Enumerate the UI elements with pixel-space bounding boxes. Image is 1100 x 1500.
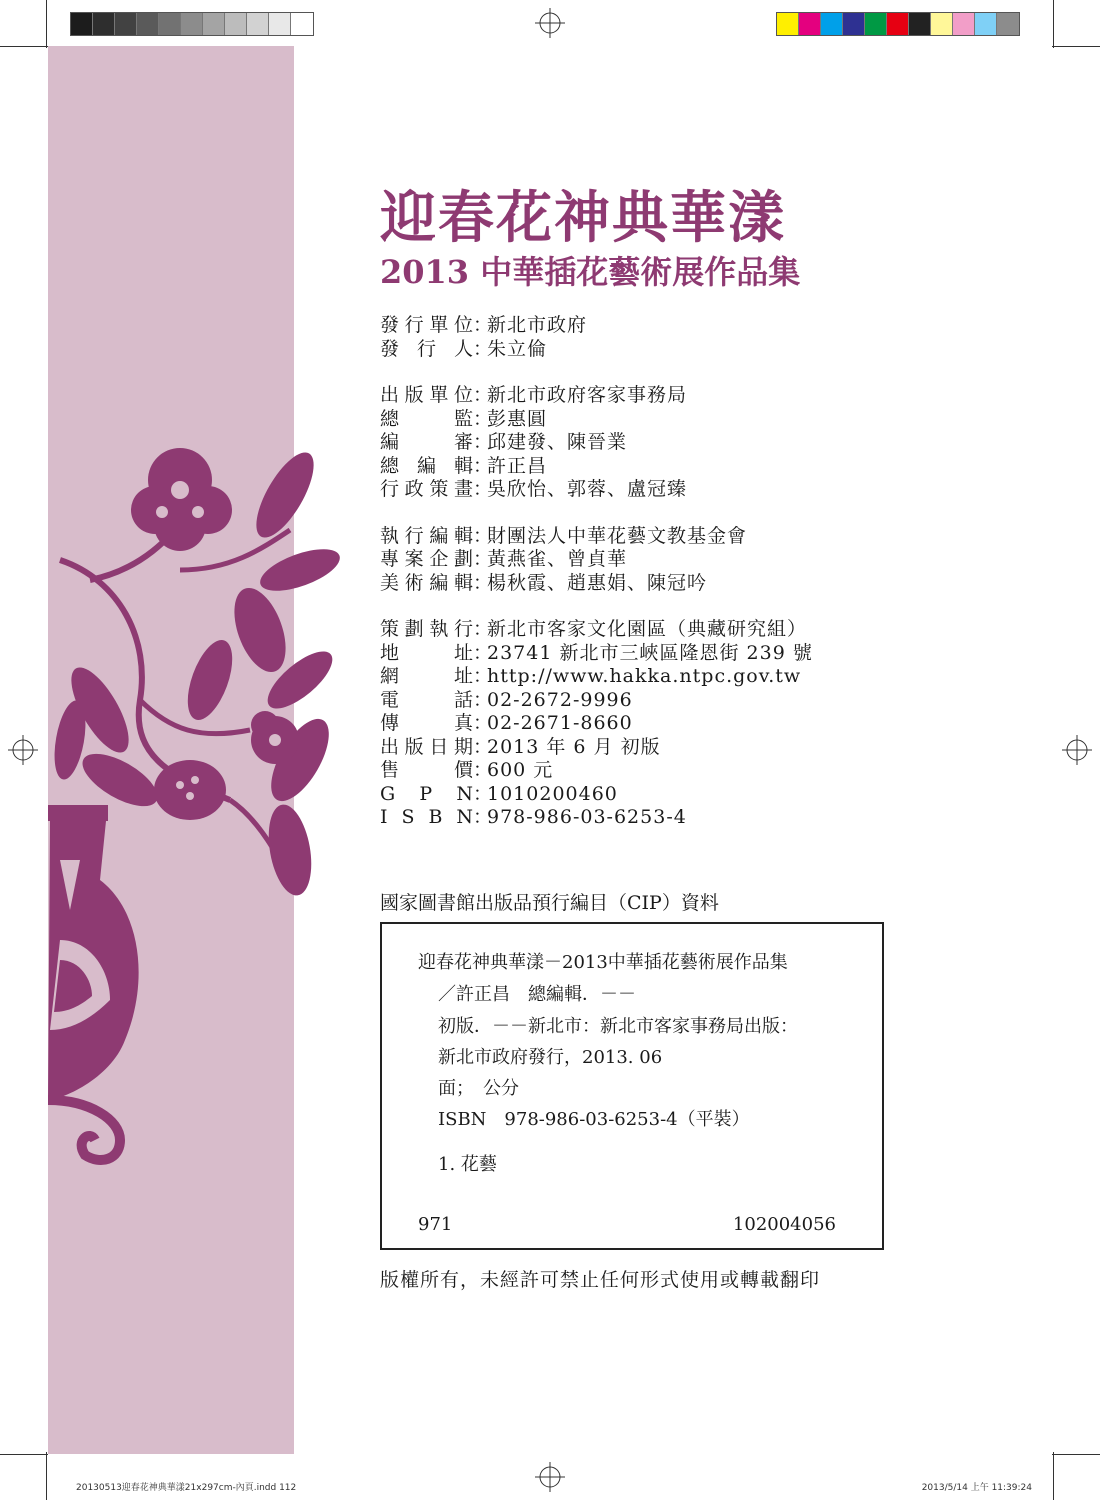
color-swatch [997, 13, 1019, 35]
grey-swatch [269, 13, 291, 35]
credit-label [380, 525, 473, 549]
credit-label-char: 輯 [453, 454, 473, 477]
cip-subject-line: 1. 花藝 [438, 1154, 497, 1175]
credit-label-char: 執 [380, 524, 400, 547]
credit-label [380, 783, 473, 807]
credit-label-char: G [380, 782, 396, 805]
credit-label-char: 劃 [453, 548, 473, 570]
credit-value: 600 元 [487, 759, 554, 781]
credit-label-char: N [456, 782, 473, 805]
credit-label-char: B [428, 806, 443, 828]
credit-label [380, 642, 473, 666]
credit-row [380, 642, 900, 666]
cip-class-number: 971 [418, 1214, 453, 1235]
credit-row [380, 618, 900, 642]
credit-label [380, 338, 473, 362]
credit-value: 邱建發、陳晉業 [487, 431, 628, 453]
credit-label-char: 人 [453, 337, 473, 360]
crop-mark [46, 1452, 47, 1500]
credit-value: 許正昌 [487, 454, 548, 477]
credit-label-char: 行 [380, 478, 400, 500]
credit-row [380, 736, 900, 760]
credit-label [380, 408, 473, 432]
credit-label-char: 單 [429, 314, 449, 336]
copyright-notice: 版權所有，未經許可禁止任何形式使用或轉載翻印 [380, 1269, 821, 1291]
credit-label-char: 電 [380, 688, 400, 711]
crop-mark [46, 0, 47, 48]
credit-label [380, 384, 473, 408]
grey-swatch [93, 13, 115, 35]
floral-vase-illustration [30, 440, 340, 1180]
credit-label-char: 日 [429, 735, 449, 758]
credit-value: 黃燕雀、曾貞華 [487, 548, 628, 570]
credit-value: 23741 新北市三峽區隆恩街 239 號 [487, 641, 813, 664]
credit-label [380, 618, 473, 642]
credit-label-char: 策 [380, 618, 400, 640]
grey-swatch [225, 13, 247, 35]
credit-label-char: 編 [429, 571, 449, 594]
credit-colon: ： [473, 782, 493, 805]
color-swatch [843, 13, 865, 35]
credit-colon: ： [473, 314, 493, 336]
credit-value: 新北市政府 [487, 314, 588, 336]
credit-value: 02-2672-9996 [487, 688, 633, 711]
cip-heading: 國家圖書館出版品預行編目（CIP）資料 [380, 892, 719, 914]
credit-row [380, 689, 900, 713]
credit-label-char: 策 [429, 478, 449, 500]
credit-row [380, 759, 900, 783]
color-swatch [975, 13, 997, 35]
credit-row [380, 338, 900, 362]
registration-mark-bottom [535, 1462, 565, 1492]
credit-value: 1010200460 [487, 782, 618, 805]
credit-group [380, 314, 900, 361]
credit-row [380, 806, 900, 830]
credit-row [380, 525, 900, 549]
credit-row [380, 455, 900, 479]
credit-group [380, 525, 900, 596]
credit-label-char: 傳 [380, 712, 400, 734]
credit-label-char: 輯 [453, 571, 473, 594]
color-swatch [777, 13, 799, 35]
credit-label-char: 單 [429, 384, 449, 406]
cip-record-number: 102004056 [732, 1214, 836, 1235]
credit-colon: ： [473, 384, 493, 406]
credit-colon: ： [473, 688, 493, 711]
credit-label-char: 行 [453, 618, 473, 640]
grey-swatch [71, 13, 93, 35]
credit-label-char: 編 [429, 524, 449, 547]
credit-value: 新北市客家文化園區（典藏研究組） [487, 618, 808, 640]
credit-label-char: 美 [380, 571, 400, 594]
credit-colon: ： [473, 524, 493, 547]
credit-label [380, 455, 473, 479]
credit-label-char: P [419, 782, 433, 805]
credit-colon: ： [473, 665, 493, 687]
credit-colon: ： [473, 759, 493, 781]
color-swatch [909, 13, 931, 35]
credit-row [380, 478, 900, 502]
credit-label-char: 總 [380, 407, 400, 430]
credit-row [380, 665, 900, 689]
cip-title-line: 迎春花神典華漾－2013中華插花藝術展作品集 [418, 952, 788, 973]
cip-publisher-line: 初版．－－新北市：新北市客家事務局出版： [438, 1016, 798, 1037]
credit-label [380, 572, 473, 596]
cip-record-box [380, 922, 884, 1250]
crop-mark [1053, 1452, 1054, 1500]
credit-label [380, 759, 473, 783]
credit-label [380, 736, 473, 760]
credit-value: 978-986-03-6253-4 [487, 806, 687, 828]
credit-value: 朱立倫 [487, 337, 548, 360]
credit-label-char: 編 [380, 431, 400, 453]
cip-issuer-line: 新北市政府發行，2013. 06 [438, 1047, 663, 1068]
credit-colon: ： [473, 454, 493, 477]
credit-colon: ： [473, 735, 493, 758]
credit-colon: ： [473, 618, 493, 640]
credit-label-char: 專 [380, 548, 400, 570]
credit-label-char: 話 [453, 688, 473, 711]
grey-swatch [291, 13, 313, 35]
credit-row [380, 314, 900, 338]
credit-label-char: 術 [404, 571, 424, 594]
credit-label-char: 行 [404, 524, 424, 547]
credit-row [380, 431, 900, 455]
registration-mark-right [1062, 735, 1092, 765]
credit-label-char: 執 [429, 618, 449, 640]
credit-colon: ： [473, 641, 493, 664]
credit-label [380, 689, 473, 713]
credit-value: 2013 年 6 月 初版 [487, 735, 661, 758]
credit-row [380, 783, 900, 807]
cip-pages-line: 面； 公分 [438, 1078, 519, 1099]
color-swatch [887, 13, 909, 35]
credit-label-char: 編 [416, 454, 436, 477]
grey-swatch [137, 13, 159, 35]
credit-value: http://www.hakka.ntpc.gov.tw [487, 665, 802, 687]
grey-color-bar [70, 12, 314, 36]
credit-label [380, 314, 473, 338]
credit-label-char: 劃 [404, 618, 424, 640]
credit-label-char: 真 [453, 712, 473, 734]
credit-colon: ： [473, 478, 493, 500]
credit-colon: ： [473, 548, 493, 570]
credit-label [380, 548, 473, 572]
credit-value: 財團法人中華花藝文教基金會 [487, 524, 748, 547]
credit-colon: ： [473, 337, 493, 360]
credit-colon: ： [473, 712, 493, 734]
credit-label-char: 址 [453, 641, 473, 664]
cip-editor-line: ／許正昌 總編輯．－－ [438, 984, 636, 1005]
grey-swatch [181, 13, 203, 35]
credit-label-char: S [401, 806, 415, 828]
credit-row [380, 384, 900, 408]
credit-label-char: 發 [380, 337, 400, 360]
cip-isbn-line: ISBN 978-986-03-6253-4（平裝） [438, 1109, 750, 1130]
credit-row [380, 548, 900, 572]
credit-colon: ： [473, 407, 493, 430]
grey-swatch [115, 13, 137, 35]
slug-timestamp: 2013/5/14 上午 11:39:24 [921, 1483, 1032, 1493]
credit-label-char: 期 [453, 735, 473, 758]
credit-label-char: 輯 [453, 524, 473, 547]
credit-label [380, 665, 473, 689]
book-subtitle: 2013 中華插花藝術展作品集 [380, 253, 801, 291]
credit-label-char: 位 [453, 314, 473, 336]
credit-label-char: N [456, 806, 473, 828]
credit-label-char: 版 [404, 384, 424, 406]
process-color-bar [776, 12, 1020, 36]
credit-label-char: 位 [453, 384, 473, 406]
color-swatch [821, 13, 843, 35]
credit-label-char: 出 [380, 735, 400, 758]
credit-group [380, 384, 900, 502]
credit-label-char: 企 [429, 548, 449, 570]
credit-label-char: 發 [380, 314, 400, 336]
credit-colon: ： [473, 571, 493, 594]
grey-swatch [247, 13, 269, 35]
crop-mark [1053, 0, 1054, 48]
color-swatch [865, 13, 887, 35]
credit-label-char: 址 [453, 665, 473, 687]
credit-value: 楊秋霞、趙惠娟、陳冠吟 [487, 571, 708, 594]
credit-value: 吳欣怡、郭蓉、盧冠臻 [487, 478, 688, 500]
credit-label [380, 712, 473, 736]
color-swatch [931, 13, 953, 35]
credit-label-char: 網 [380, 665, 400, 687]
credit-label-char: 案 [404, 548, 424, 570]
credit-label-char: 價 [453, 759, 473, 781]
credit-label-char: 審 [453, 431, 473, 453]
credit-colon: ： [473, 806, 493, 828]
credit-label [380, 478, 473, 502]
credit-colon: ： [473, 431, 493, 453]
grey-swatch [159, 13, 181, 35]
credit-label [380, 431, 473, 455]
slug-filename: 20130513迎春花神典華漾21x297cm-內頁.indd 112 [76, 1483, 297, 1493]
color-swatch [799, 13, 821, 35]
credit-label-char: 地 [380, 641, 400, 664]
color-swatch [953, 13, 975, 35]
credits-list [380, 314, 900, 853]
crop-mark [0, 1454, 48, 1455]
credit-label-char: 政 [404, 478, 424, 500]
credit-group [380, 618, 900, 830]
credit-label-char: I [380, 806, 388, 828]
credit-label-char: 行 [416, 337, 436, 360]
crop-mark [0, 46, 48, 47]
credit-label-char: 畫 [453, 478, 473, 500]
credit-value: 新北市政府客家事務局 [487, 384, 688, 406]
crop-mark [1052, 1454, 1100, 1455]
credit-label [380, 806, 473, 830]
credit-label-char: 版 [404, 735, 424, 758]
crop-mark [1052, 46, 1100, 47]
book-title: 迎春花神典華漾 [380, 185, 786, 251]
credit-value: 彭惠圓 [487, 407, 548, 430]
credit-label-char: 出 [380, 384, 400, 406]
credit-row [380, 712, 900, 736]
grey-swatch [203, 13, 225, 35]
credit-label-char: 監 [453, 407, 473, 430]
credit-value: 02-2671-8660 [487, 712, 633, 734]
credit-label-char: 行 [404, 314, 424, 336]
credit-row [380, 408, 900, 432]
registration-mark-top [535, 8, 565, 38]
credit-label-char: 總 [380, 454, 400, 477]
credit-label-char: 售 [380, 759, 400, 781]
credit-row [380, 572, 900, 596]
